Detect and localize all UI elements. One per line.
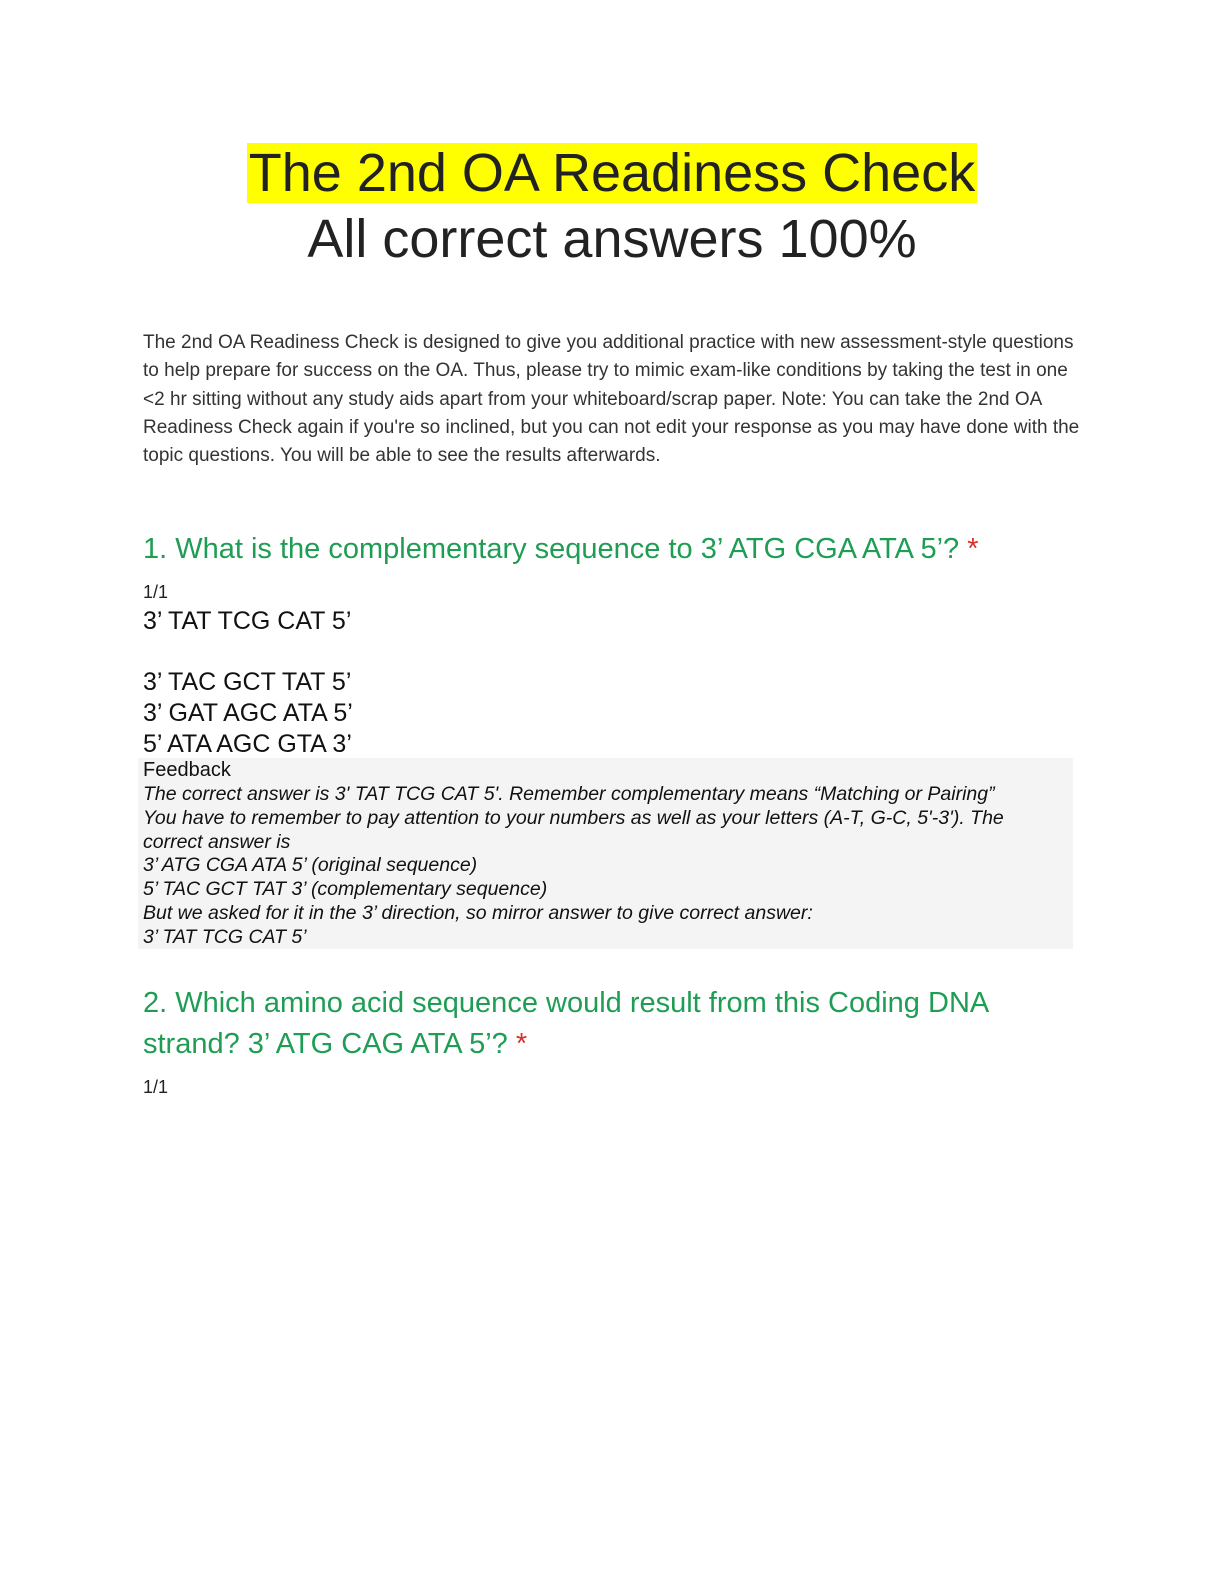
answer-option-4[interactable]: 5’ ATA AGC GTA 3’ — [143, 730, 352, 758]
question-1 — [143, 529, 1073, 570]
title-block — [0, 140, 1224, 272]
feedback-line: 3’ ATG CGA ATA 5’ (original sequence) — [143, 854, 478, 877]
question-2 — [143, 983, 1073, 1065]
question-1-score: 1/1 — [143, 582, 169, 602]
question-1-text: 1. What is the complementary sequence to 3’ ATG CGA ATA 5’? — [143, 533, 960, 565]
intro-paragraph: The 2nd OA Readiness Check is designed to give you additional practice with new assessment-style questions to help prepare for success on the OA. Thus, please try to mimic exam-like conditions by taking the test in one <2 hr sitting without any study aids apart from your whiteboard/scrap paper. Note: You can take the 2nd OA Readiness Check again if you're so inclined, but you can not edit your response as you may have done with the topic questions. You will be able to see the results afterwards. — [143, 332, 1080, 467]
feedback-line: correct answer is — [143, 830, 291, 853]
question-2-text: 2. Which amino acid sequence would result from this Coding DNA strand? 3’ ATG CAG ATA 5’? — [143, 987, 988, 1060]
page-title-line — [0, 140, 1224, 206]
question-2-score: 1/1 — [143, 1077, 169, 1097]
feedback-line: The correct answer is 3' TAT TCG CAT 5'. Remember complementary means “Matching or Pairing” — [143, 783, 995, 805]
answer-option-2[interactable]: 3’ TAC GCT TAT 5’ — [143, 668, 352, 696]
feedback-line: 5’ TAC GCT TAT 3’ (complementary sequence) — [143, 878, 548, 901]
feedback-text — [143, 783, 1073, 950]
page-title: The 2nd OA Readiness Check — [248, 143, 976, 203]
answer-option-1[interactable]: 3’ TAT TCG CAT 5’ — [143, 607, 352, 635]
feedback-line: 3’ TAT TCG CAT 5’ — [143, 925, 307, 948]
feedback-label: Feedback — [143, 759, 231, 781]
answer-option-3[interactable]: 3’ GAT AGC ATA 5’ — [143, 699, 353, 727]
feedback-line: You have to remember to pay attention to your numbers as well as your letters (A-T, G-C, 5'-3'). The — [143, 806, 1004, 829]
page-subtitle: All correct answers 100% — [307, 209, 917, 269]
required-asterisk: * — [515, 1028, 528, 1060]
required-asterisk: * — [967, 533, 979, 565]
feedback-line: But we asked for it in the 3’ direction, so mirror answer to give correct answer: — [143, 901, 813, 924]
